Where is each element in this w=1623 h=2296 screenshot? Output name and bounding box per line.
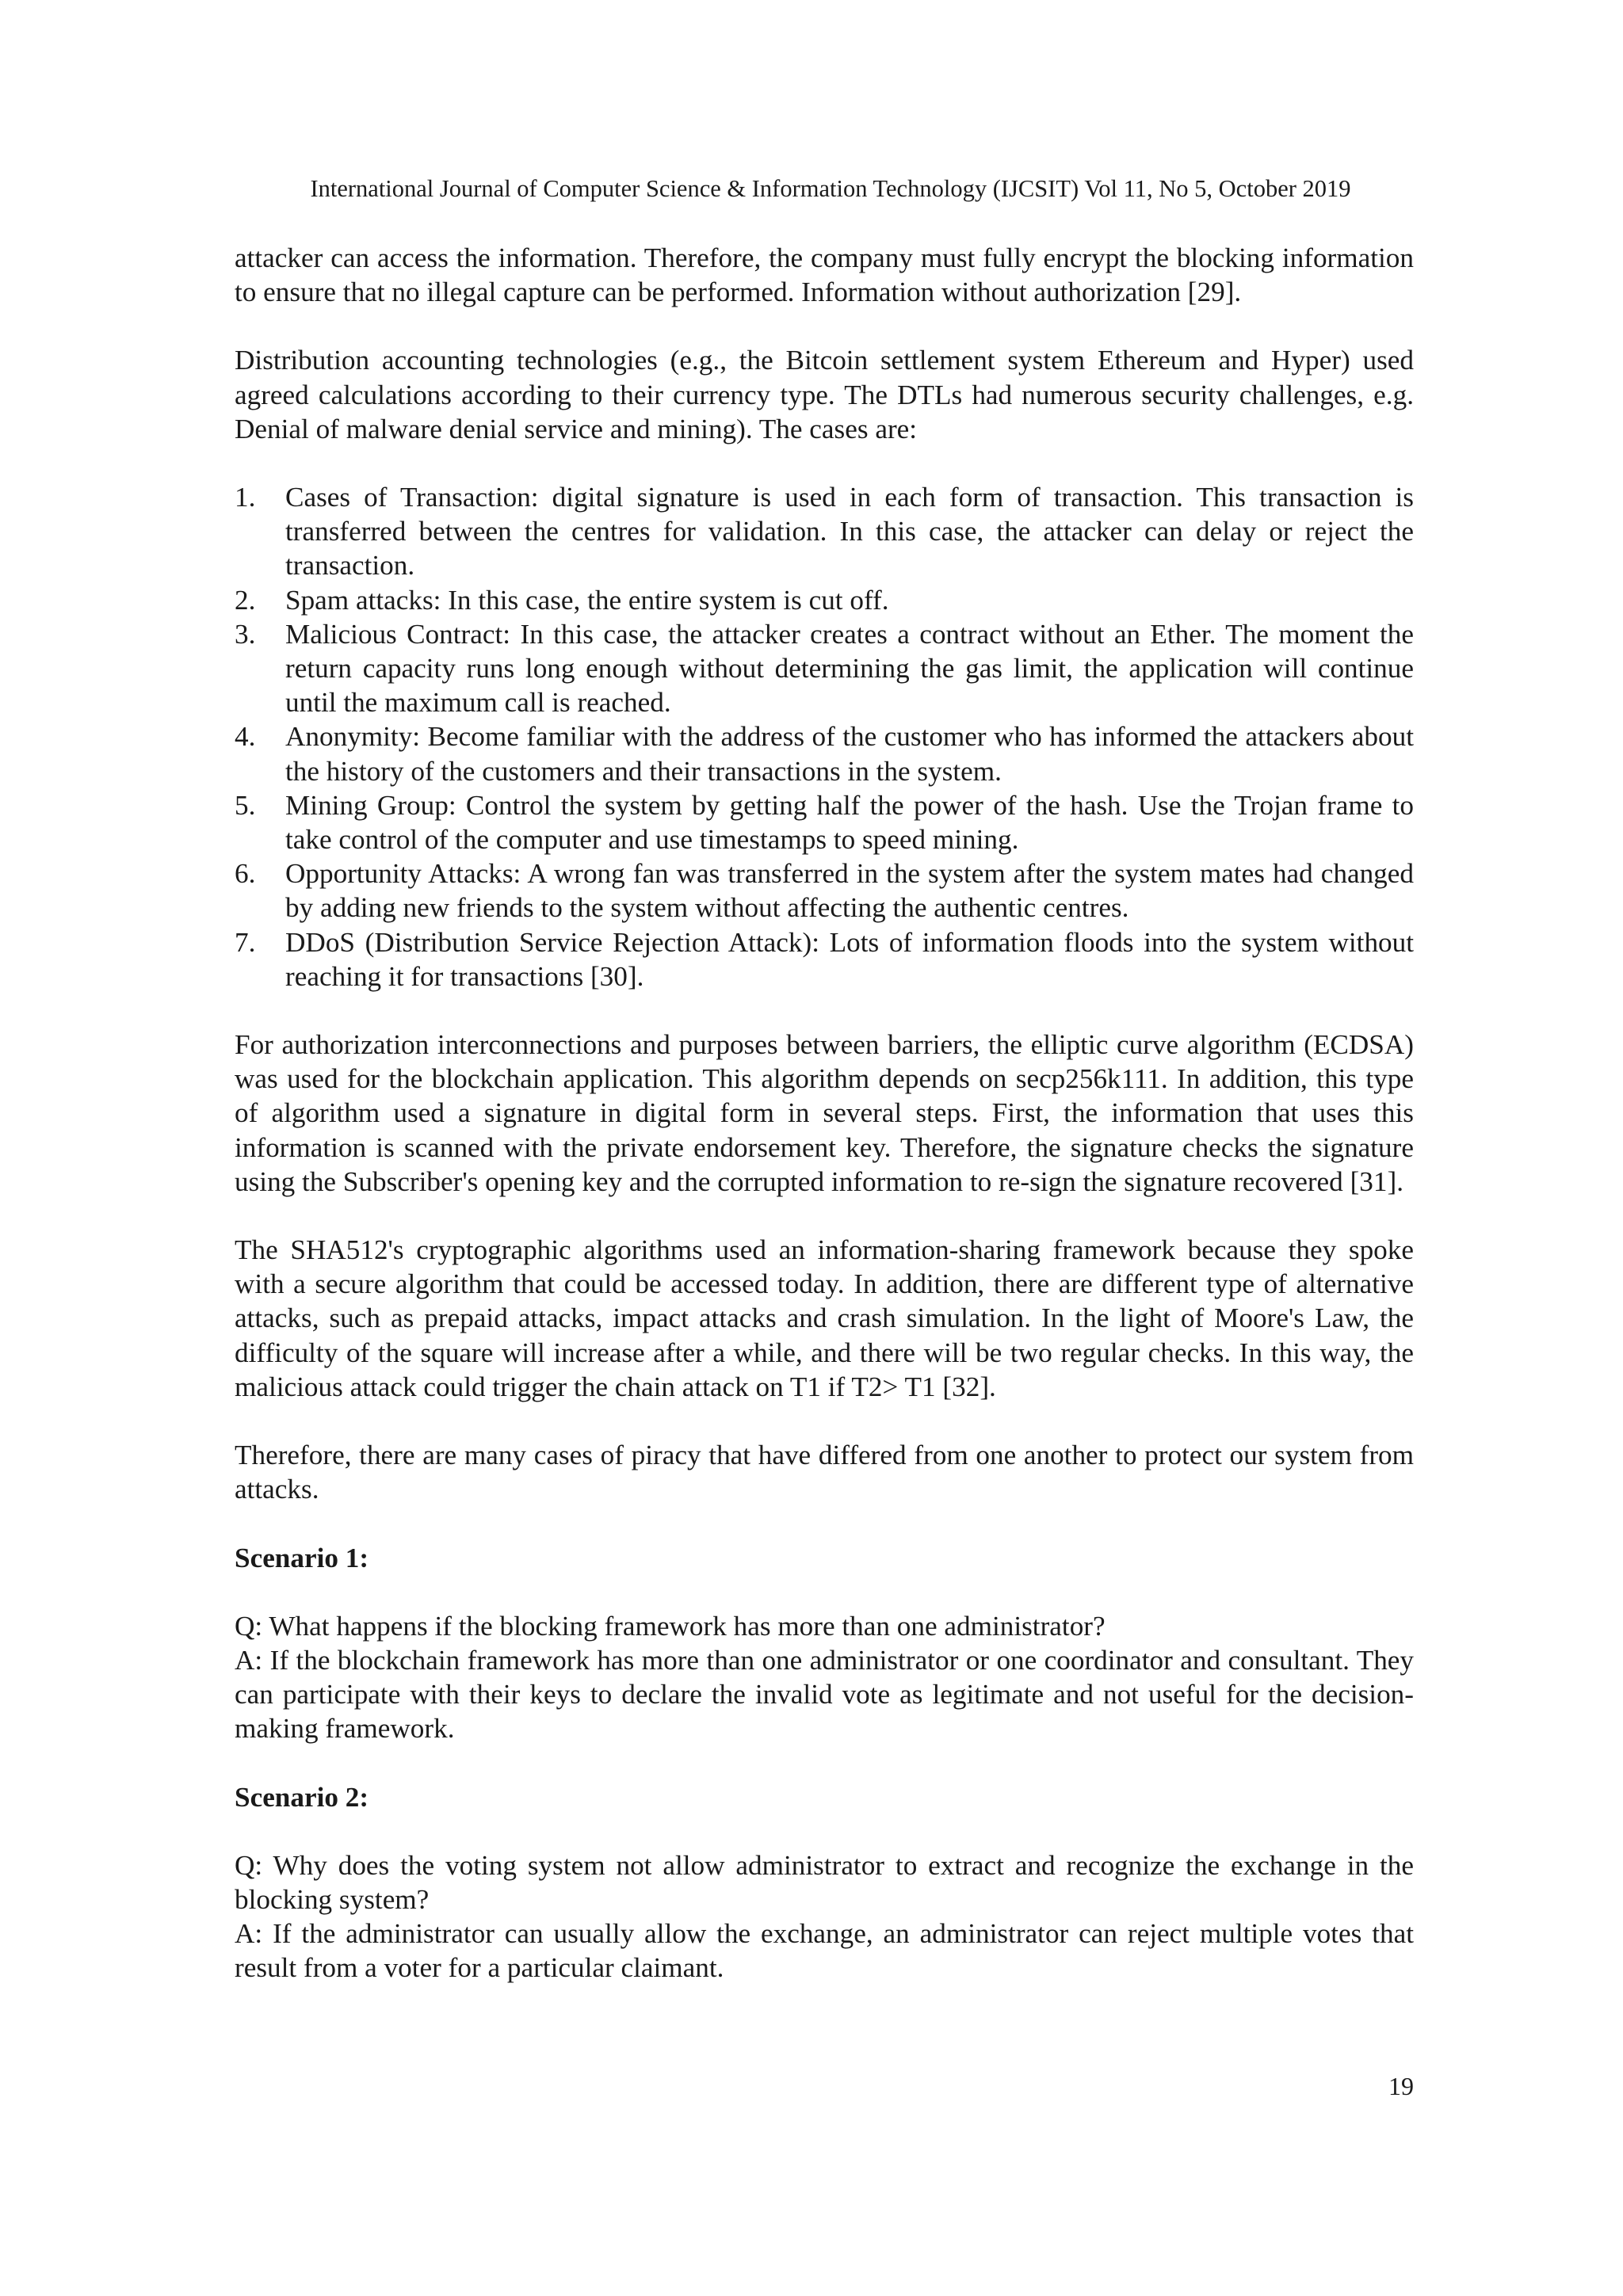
list-item-text: Malicious Contract: In this case, the attacker creates a contract without an Ether. The moment the return capacity runs long enough without determining the gas limit, the application will continue until the maximum call is reached. bbox=[285, 618, 1414, 719]
list-item bbox=[235, 583, 1414, 617]
scenario-1-answer: A: If the blockchain framework has more than one administrator or one coordinator and consultant. They can participate with their keys to declare the invalid vote as legitimate and not useful for the decision-making framework. bbox=[235, 1644, 1414, 1745]
list-item-number: 7. bbox=[235, 926, 256, 958]
scenario-1-question: Q: What happens if the blocking framework has more than one administrator? bbox=[235, 1610, 1106, 1642]
list-item-text: Anonymity: Become familiar with the address of the customer who has informed the attackers about the history of the customers and their transactions in the system. bbox=[285, 721, 1414, 787]
running-header: International Journal of Computer Science & Information Technology (IJCSIT) Vol 11, No 5, October 2019 bbox=[310, 175, 1351, 202]
list-item-number: 3. bbox=[235, 618, 256, 650]
list-item-text: DDoS (Distribution Service Rejection Attack): Lots of information floods into the system without reaching it for transactions [30]. bbox=[285, 926, 1414, 992]
paragraph-distribution-accounting: Distribution accounting technologies (e.g., the Bitcoin settlement system Ethereum and Hyper) used agreed calculations according to their currency type. The DTLs had numerous security challenges, e.g. Denial of malware denial service and mining). The cases are: bbox=[235, 345, 1414, 444]
scenario-2-heading: Scenario 2: bbox=[235, 1781, 369, 1813]
paragraph-piracy: Therefore, there are many cases of piracy that have differed from one another to protect our system from attacks. bbox=[235, 1440, 1414, 1505]
page-number: 19 bbox=[1388, 2072, 1414, 2100]
list-item-text: Spam attacks: In this case, the entire system is cut off. bbox=[285, 584, 889, 616]
list-item bbox=[235, 719, 1414, 788]
list-item bbox=[235, 925, 1414, 994]
list-item bbox=[235, 856, 1414, 925]
scenario-2-qa bbox=[235, 1848, 1414, 1985]
list-item-number: 1. bbox=[235, 482, 256, 513]
list-item-text: Mining Group: Control the system by getting half the power of the hash. Use the Trojan frame to take control of the computer and use timestamps to speed mining. bbox=[285, 789, 1414, 856]
page-body bbox=[235, 241, 1414, 2019]
list-item-number: 6. bbox=[235, 858, 256, 890]
list-item-number: 4. bbox=[235, 721, 256, 753]
list-item-text: Cases of Transaction: digital signature is used in each form of transaction. This transaction is transferred between the centres for validation. In this case, the attacker can delay or reject the transaction. bbox=[285, 482, 1414, 582]
scenario-2-question: Q: Why does the voting system not allow administrator to extract and recognize the exchange in the blocking system? bbox=[235, 1849, 1414, 1915]
list-item bbox=[235, 617, 1414, 720]
list-item bbox=[235, 480, 1414, 583]
scenario-1-qa bbox=[235, 1609, 1414, 1746]
list-item bbox=[235, 788, 1414, 856]
list-item-number: 5. bbox=[235, 789, 256, 821]
cases-list bbox=[235, 480, 1414, 994]
paragraph-encryption: attacker can access the information. Therefore, the company must fully encrypt the blocking information to ensure that no illegal capture can be performed. Information without authorization [29]. bbox=[235, 242, 1414, 308]
scenario-1-heading: Scenario 1: bbox=[235, 1542, 369, 1573]
list-item-text: Opportunity Attacks: A wrong fan was transferred in the system after the system mates had changed by adding new friends to the system without affecting the authentic centres. bbox=[285, 858, 1414, 924]
paragraph-ecdsa: For authorization interconnections and purposes between barriers, the elliptic curve algorithm (ECDSA) was used for the blockchain application. This algorithm depends on secp256k111. In addition, this type of algorithm used a signature in digital form in several steps. First, the information that uses this information is scanned with the private endorsement key. Therefore, the signature checks the signature using the Subscriber's opening key and the corrupted information to re-sign the signature recovered [31]. bbox=[235, 1029, 1414, 1197]
paragraph-sha512: The SHA512's cryptographic algorithms used an information-sharing framework because they spoke with a secure algorithm that could be accessed today. In addition, there are different type of alternative attacks, such as prepaid attacks, impact attacks and crash simulation. In the light of Moore's Law, the difficulty of the square will increase after a while, and there will be two regular checks. In this way, the malicious attack could trigger the chain attack on T1 if T2> T1 [32]. bbox=[235, 1234, 1414, 1402]
scenario-2-answer: A: If the administrator can usually allow the exchange, an administrator can reject multiple votes that result from a voter for a particular claimant. bbox=[235, 1918, 1414, 1984]
list-item-number: 2. bbox=[235, 584, 256, 616]
